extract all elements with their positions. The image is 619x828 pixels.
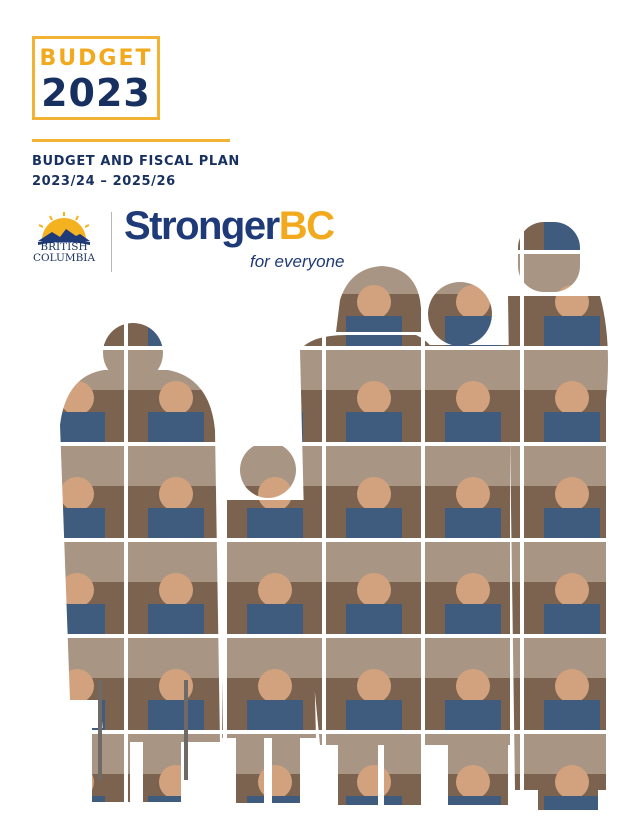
budget-year: 2023	[41, 71, 151, 115]
wordmark-bc: BC	[278, 204, 334, 248]
plan-title: BUDGET AND FISCAL PLAN	[32, 154, 240, 169]
bc-line-2: COLUMBIA	[32, 252, 96, 264]
wordmark-stronger: Stronger	[124, 204, 279, 248]
tagline: for everyone	[250, 252, 345, 271]
bc-line-1: BRITISH	[40, 241, 88, 253]
plan-years: 2023/24 – 2025/26	[32, 174, 176, 189]
budget-word: BUDGET	[39, 46, 153, 71]
